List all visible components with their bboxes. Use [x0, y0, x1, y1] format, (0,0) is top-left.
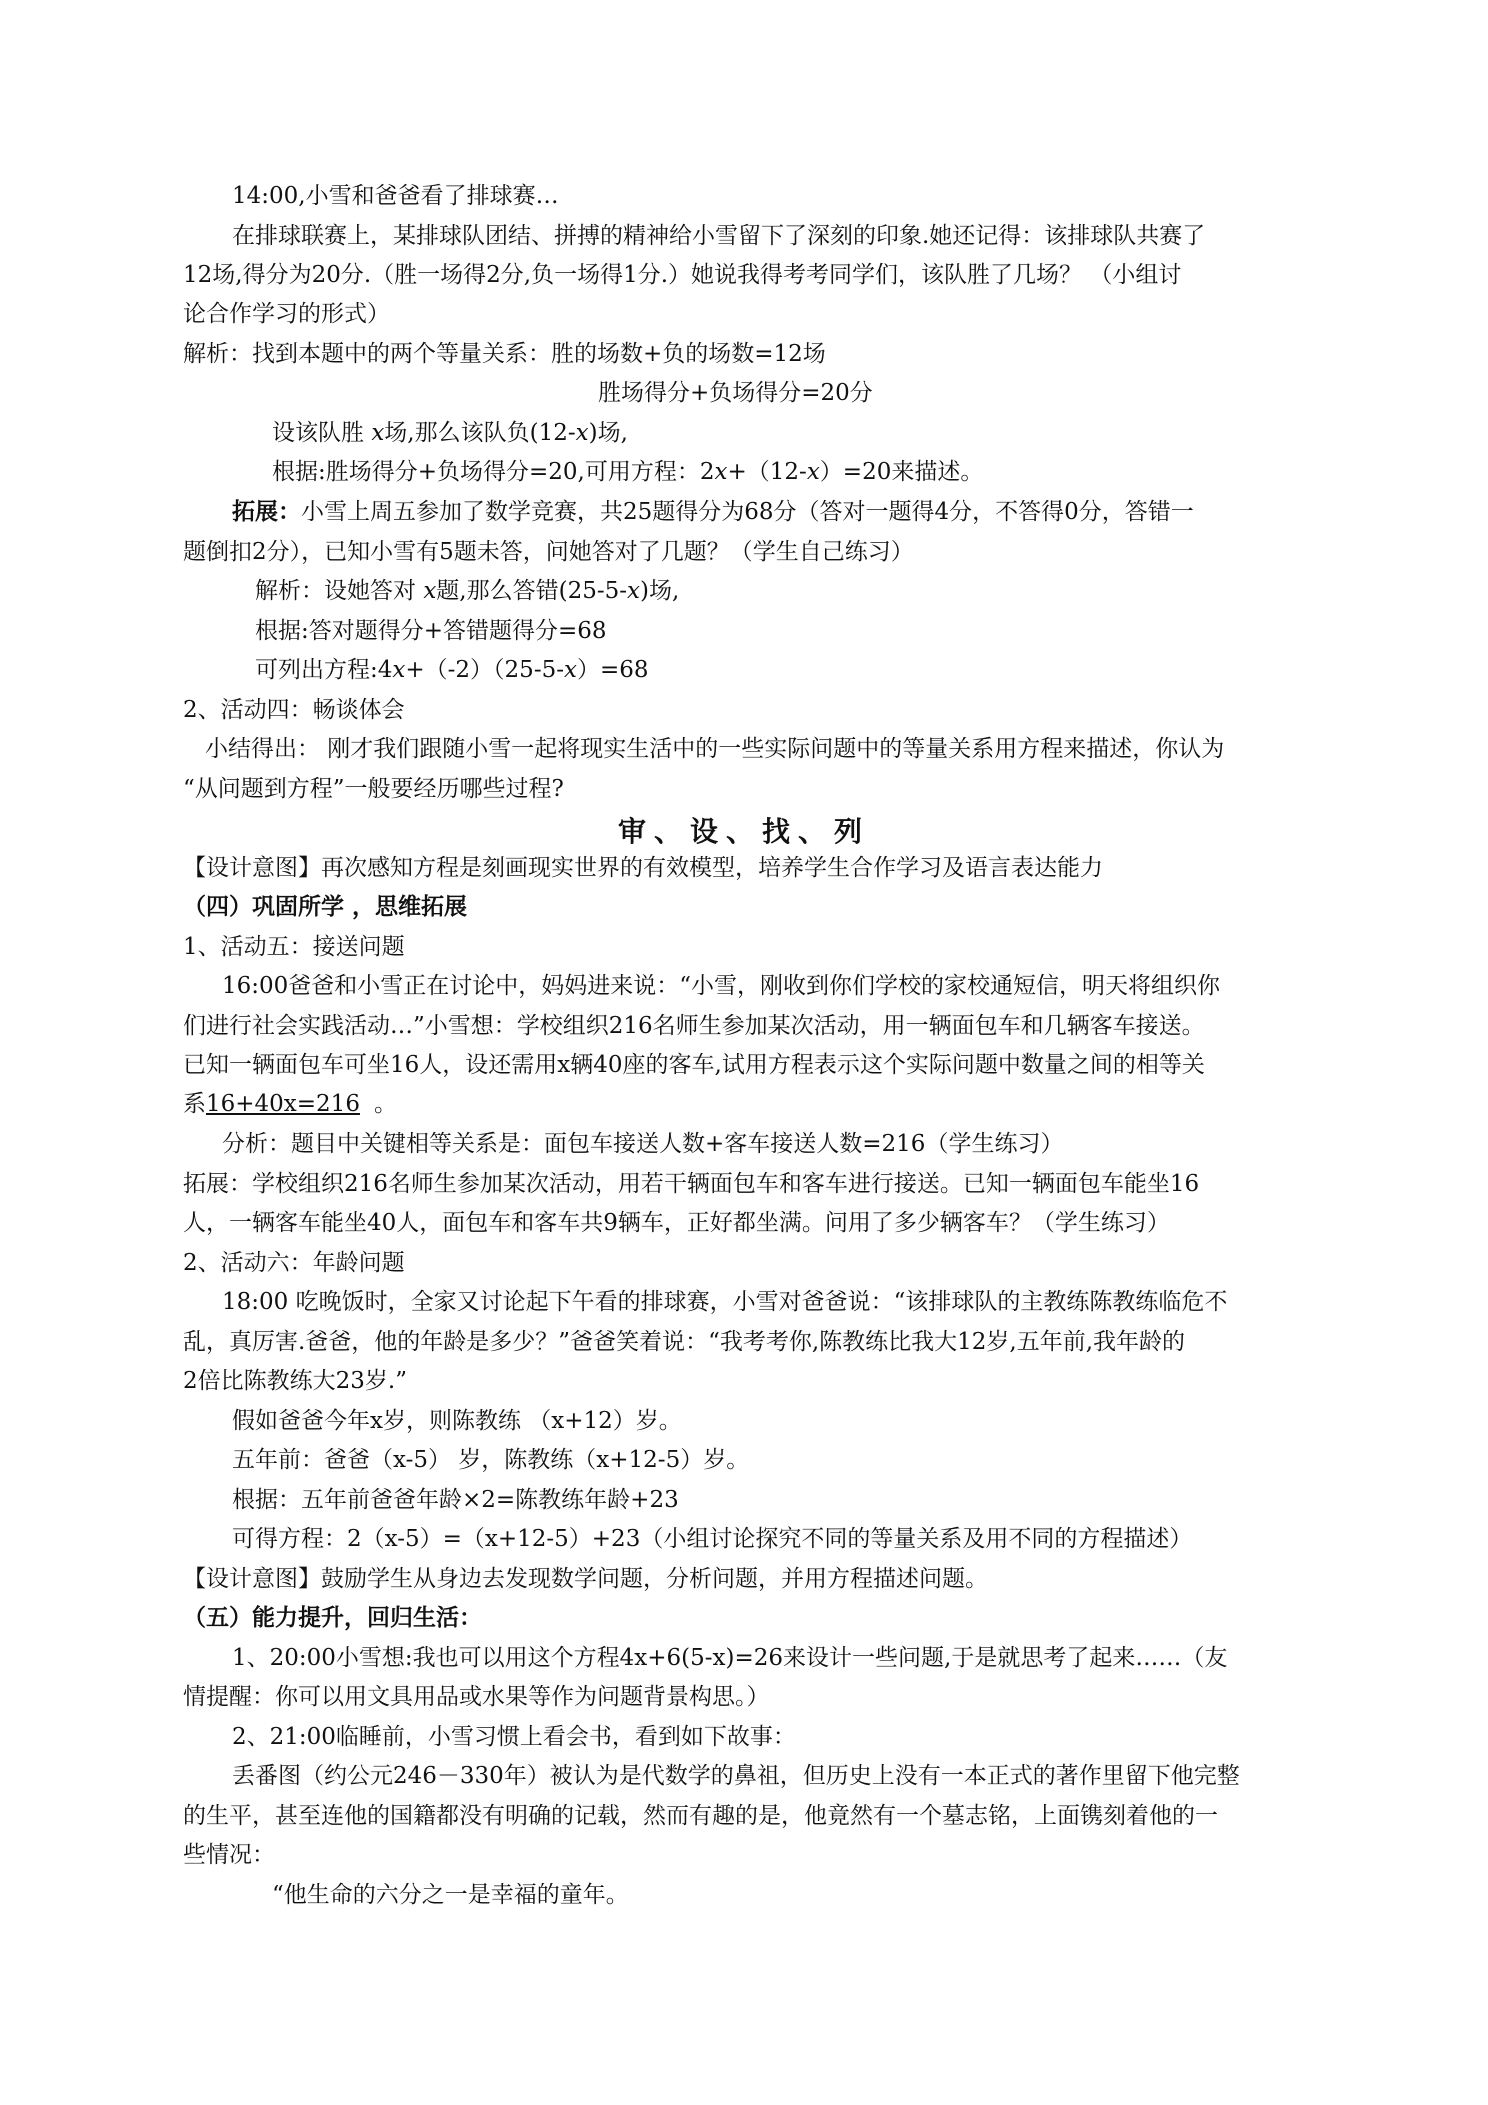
text-line: 分析：题目中关键相等关系是：面包车接送人数+客车接送人数=216（学生练习）	[222, 1131, 1064, 1157]
text-line	[255, 654, 649, 686]
text-run: )场,	[588, 420, 628, 446]
text-line: 18:00 吃晚饭时，全家又讨论起下午看的排球赛，小雪对爸爸说：“该排球队的主教练陈教练临危不	[222, 1289, 1228, 1315]
text-line: 根据:答对题得分+答错题得分=68	[255, 618, 607, 644]
text-line: 人，一辆客车能坐40人，面包车和客车共9辆车，正好都坐满。问用了多少辆客车？（学生练习）	[183, 1210, 1170, 1236]
text-line	[272, 417, 628, 449]
text-run: +（-2）（25-5-	[405, 657, 564, 683]
text-line: 2、21:00临睡前，小雪习惯上看会书，看到如下故事：	[232, 1724, 796, 1750]
text-run: 。	[374, 1091, 397, 1117]
text-run: ）=68	[576, 657, 649, 683]
variable-x: x	[423, 578, 437, 604]
variable-x: x	[714, 459, 728, 485]
variable-x: x	[575, 420, 589, 446]
text-run: 系	[183, 1091, 206, 1117]
variable-x: x	[627, 578, 641, 604]
text-run: 根据:胜场得分+负场得分=20,可用方程：2	[272, 459, 715, 485]
answer-underline: 16+40x=216	[206, 1091, 360, 1117]
text-line: 情提醒：你可以用文具用品或水果等作为问题背景构思。）	[183, 1684, 770, 1710]
text-line: 的生平，甚至连他的国籍都没有明确的记载，然而有趣的是，他竟然有一个墓志铭，上面镌刻着他的一	[183, 1803, 1218, 1829]
text-run: ）=20来描述。	[819, 459, 984, 485]
text-line: 可得方程：2（x-5）=（x+12-5）+23（小组讨论探究不同的等量关系及用不同的方程描述）	[232, 1526, 1193, 1552]
text-line: “从问题到方程”一般要经历哪些过程?	[183, 776, 564, 802]
variable-x: x	[806, 459, 820, 485]
text-line: 丢番图（约公元246－330年）被认为是代数学的鼻祖，但历史上没有一本正式的著作里留下他完整	[232, 1763, 1240, 1789]
text-line: 1、20:00小雪想:我也可以用这个方程4x+6(5-x)=26来设计一些问题,于是就思考了起来……（友	[232, 1645, 1228, 1671]
text-line: “他生命的六分之一是幸福的童年。	[272, 1882, 629, 1908]
text-line: 拓展：学校组织216名师生参加某次活动，用若干辆面包车和客车进行接送。已知一辆面包车能坐16	[183, 1171, 1200, 1197]
text-line: 2、活动六：年龄问题	[183, 1250, 405, 1276]
text-line: 12场,得分为20分.（胜一场得2分,负一场得1分.）她说我得考考同学们，该队胜了几场？ （小组讨	[183, 262, 1182, 288]
text-line: 解析：找到本题中的两个等量关系：胜的场数+负的场数=12场	[183, 341, 826, 367]
text-line: 16:00爸爸和小雪正在讨论中，妈妈进来说：“小雪，刚收到你们学校的家校通短信，明天将组织你	[222, 973, 1221, 999]
text-run: 场,那么该队负(12-	[384, 420, 576, 446]
text-line: 们进行社会实践活动…”小雪想：学校组织216名师生参加某次活动，用一辆面包车和几辆客车接送。	[183, 1013, 1205, 1039]
text-run: 设该队胜	[272, 420, 372, 446]
text-line: 些情况：	[183, 1842, 275, 1868]
text-line: 14:00,小雪和爸爸看了排球赛…	[232, 183, 559, 209]
text-run: 小雪上周五参加了数学竞赛，共25题得分为68分（答对一题得4分，不答得0分，答错一	[301, 499, 1194, 525]
text-line	[255, 575, 679, 607]
bold-label: 拓展：	[232, 498, 301, 525]
section-title: （五）能力提升，回归生活：	[183, 1604, 482, 1631]
variable-x: x	[392, 657, 406, 683]
text-line: 题倒扣2分），已知小雪有5题未答，问她答对了几题？（学生自己练习）	[183, 539, 914, 565]
section-title: （四）巩固所学 ，思维拓展	[183, 893, 468, 920]
text-line: 【设计意图】再次感知方程是刻画现实世界的有效模型，培养学生合作学习及语言表达能力	[183, 855, 1103, 881]
text-line: 根据：五年前爸爸年龄×2=陈教练年龄+23	[232, 1487, 679, 1513]
text-run: )场,	[640, 578, 680, 604]
variable-x: x	[371, 420, 385, 446]
text-line	[272, 456, 983, 488]
text-line: 1、活动五：接送问题	[183, 934, 405, 960]
text-line: 乱，真厉害.爸爸，他的年龄是多少？”爸爸笑着说：“我考考你,陈教练比我大12岁,五年前,我年龄的	[183, 1329, 1186, 1355]
section-heading: 审、设、找、列	[617, 815, 870, 848]
text-run: 可列出方程:4	[255, 657, 393, 683]
text-line	[183, 1088, 397, 1120]
text-line	[232, 496, 1194, 528]
text-line: 【设计意图】鼓励学生从身边去发现数学问题，分析问题，并用方程描述问题。	[183, 1566, 988, 1592]
text-run: 题,那么答错(25-5-	[436, 578, 628, 604]
variable-x: x	[564, 657, 577, 683]
text-line: 小结得出： 刚才我们跟随小雪一起将现实生活中的一些实际问题中的等量关系用方程来描述，你认为	[205, 736, 1225, 762]
text-line: 假如爸爸今年x岁，则陈教练 （x+12）岁。	[232, 1408, 682, 1434]
text-run: +（12-	[727, 459, 807, 485]
text-line: 2、活动四：畅谈体会	[183, 697, 405, 723]
text-line: 论合作学习的形式）	[183, 301, 390, 327]
text-line: 五年前：爸爸（x-5） 岁，陈教练（x+12-5）岁。	[232, 1447, 750, 1473]
text-line: 已知一辆面包车可坐16人，设还需用x辆40座的客车,试用方程表示这个实际问题中数量之间的相等关	[183, 1052, 1205, 1078]
text-line: 胜场得分+负场得分=20分	[598, 380, 873, 406]
text-line: 在排球联赛上，某排球队团结、拼搏的精神给小雪留下了深刻的印象.她还记得：该排球队共赛了	[232, 223, 1206, 249]
text-run: 解析：设她答对	[255, 578, 424, 604]
text-line: 2倍比陈教练大23岁.”	[183, 1368, 407, 1394]
